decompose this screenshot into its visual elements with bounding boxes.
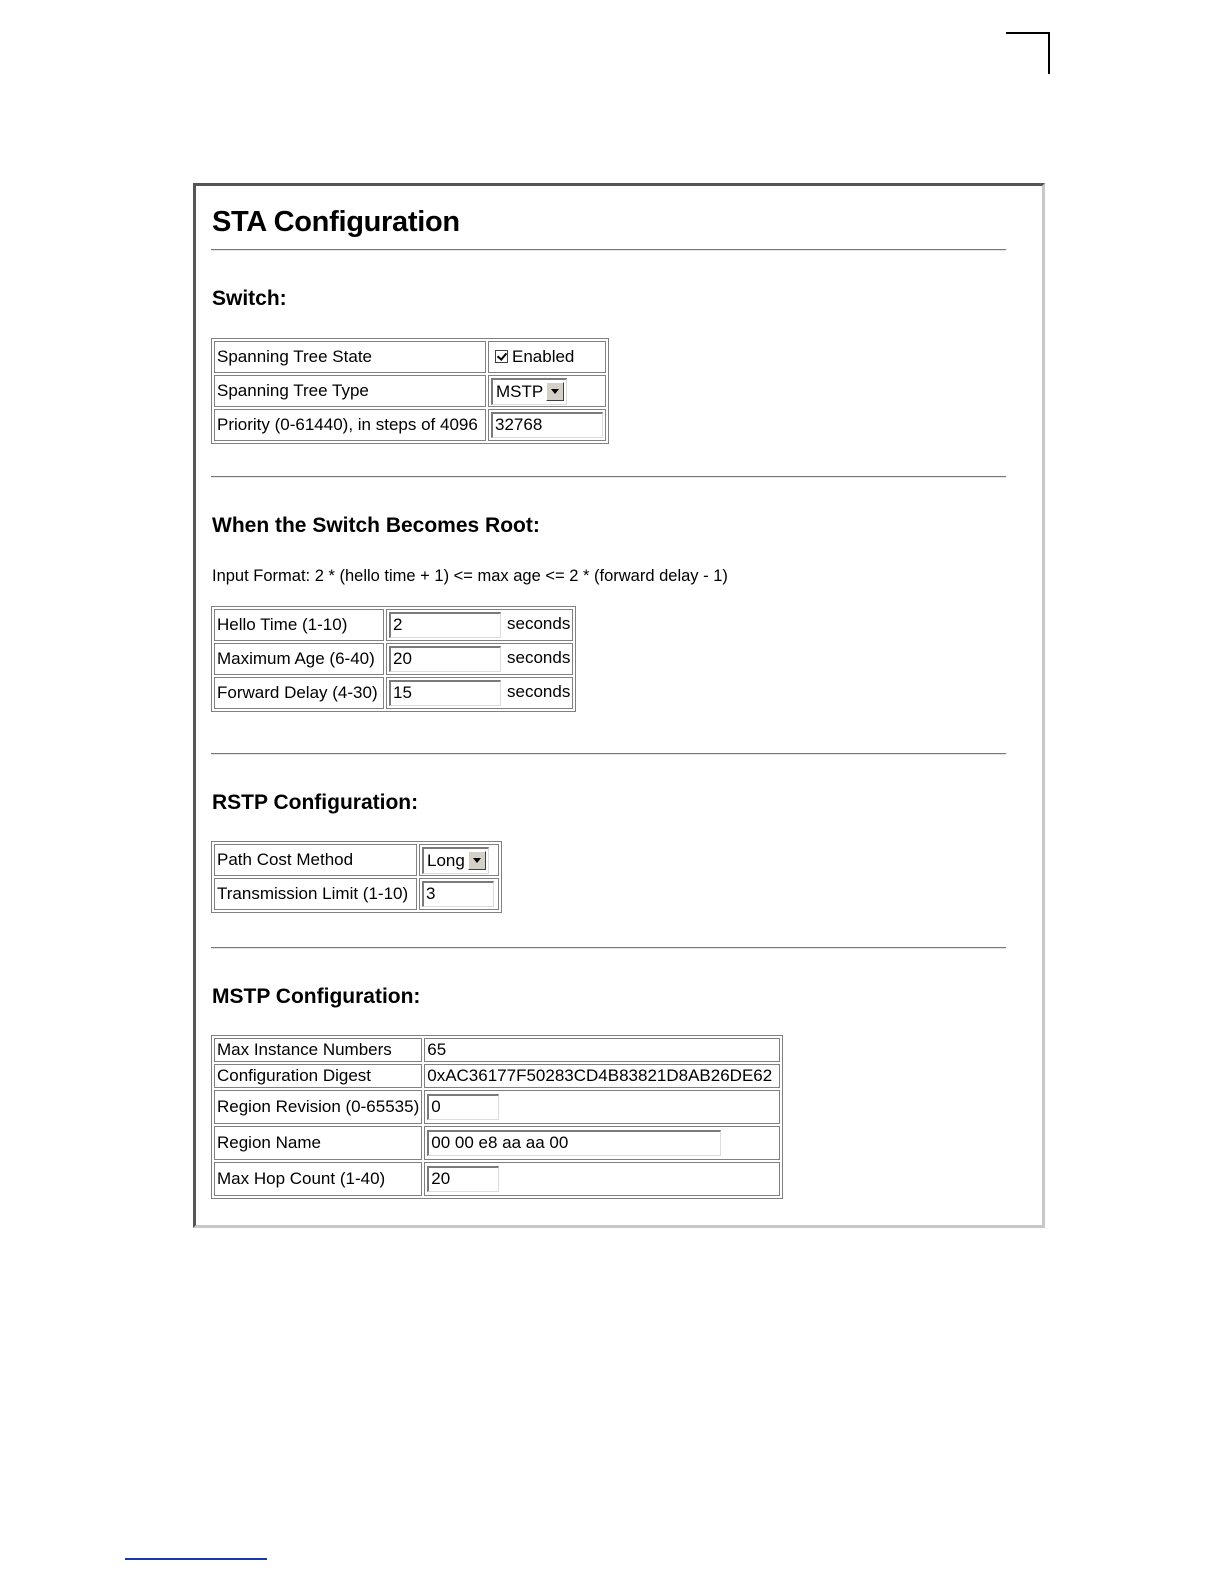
hello-time-cell bbox=[386, 609, 573, 641]
max-instance-value: 65 bbox=[424, 1038, 780, 1062]
table-row bbox=[214, 375, 606, 407]
page-corner-mark-vertical bbox=[1048, 32, 1050, 74]
spanning-tree-type-select[interactable] bbox=[491, 378, 567, 405]
max-hop-count-cell bbox=[424, 1162, 780, 1196]
region-name-cell bbox=[424, 1126, 780, 1160]
max-age-unit: seconds bbox=[507, 648, 571, 668]
divider bbox=[211, 249, 1006, 251]
transmission-limit-label: Transmission Limit (1-10) bbox=[214, 878, 417, 910]
screenshot-frame bbox=[193, 183, 1045, 1228]
chevron-down-icon[interactable] bbox=[468, 851, 486, 870]
max-age-label: Maximum Age (6-40) bbox=[214, 643, 384, 675]
config-digest-label: Configuration Digest bbox=[214, 1064, 422, 1088]
path-cost-method-cell bbox=[419, 844, 499, 876]
divider bbox=[211, 947, 1006, 949]
divider bbox=[211, 476, 1006, 478]
region-revision-cell bbox=[424, 1090, 780, 1124]
spanning-tree-state-label: Spanning Tree State bbox=[214, 341, 486, 373]
enabled-label: Enabled bbox=[512, 347, 575, 366]
table-row bbox=[214, 609, 573, 641]
forward-delay-input[interactable]: 15 bbox=[389, 680, 501, 706]
table-row bbox=[214, 409, 606, 441]
transmission-limit-cell bbox=[419, 878, 499, 910]
switch-heading: Switch: bbox=[212, 287, 287, 310]
max-hop-count-label: Max Hop Count (1-40) bbox=[214, 1162, 422, 1196]
table-row bbox=[214, 341, 606, 373]
max-instance-label: Max Instance Numbers bbox=[214, 1038, 422, 1062]
path-cost-method-label: Path Cost Method bbox=[214, 844, 417, 876]
table-row bbox=[214, 844, 499, 876]
path-cost-method-value: Long bbox=[427, 850, 465, 870]
page-corner-mark-horizontal bbox=[1006, 32, 1050, 34]
spanning-tree-state-cell bbox=[488, 341, 606, 373]
forward-delay-cell bbox=[386, 677, 573, 709]
input-format-note: Input Format: 2 * (hello time + 1) <= max age <= 2 * (forward delay - 1) bbox=[212, 567, 728, 585]
switch-table bbox=[211, 338, 609, 444]
region-revision-label: Region Revision (0-65535) bbox=[214, 1090, 422, 1124]
region-revision-input[interactable]: 0 bbox=[427, 1094, 499, 1120]
priority-label: Priority (0-61440), in steps of 4096 bbox=[214, 409, 486, 441]
priority-input[interactable]: 32768 bbox=[491, 412, 603, 438]
table-row bbox=[214, 643, 573, 675]
rstp-table bbox=[211, 841, 502, 913]
spanning-tree-type-value: MSTP bbox=[496, 381, 544, 401]
footer-rule bbox=[125, 1558, 267, 1560]
page-title: STA Configuration bbox=[212, 206, 460, 238]
table-row bbox=[214, 1162, 780, 1196]
forward-delay-unit: seconds bbox=[507, 682, 571, 702]
priority-cell bbox=[488, 409, 606, 441]
forward-delay-label: Forward Delay (4-30) bbox=[214, 677, 384, 709]
path-cost-method-select[interactable] bbox=[422, 847, 489, 874]
table-row bbox=[214, 677, 573, 709]
hello-time-input[interactable]: 2 bbox=[389, 612, 501, 638]
rstp-heading: RSTP Configuration: bbox=[212, 791, 419, 814]
root-timers-table bbox=[211, 606, 576, 712]
region-name-label: Region Name bbox=[214, 1126, 422, 1160]
table-row bbox=[214, 1126, 780, 1160]
max-age-cell bbox=[386, 643, 573, 675]
max-age-input[interactable]: 20 bbox=[389, 646, 501, 672]
config-digest-value: 0xAC36177F50283CD4B83821D8AB26DE62 bbox=[424, 1064, 780, 1088]
table-row bbox=[214, 1090, 780, 1124]
divider bbox=[211, 753, 1006, 755]
max-hop-count-input[interactable]: 20 bbox=[427, 1166, 499, 1192]
mstp-heading: MSTP Configuration: bbox=[212, 985, 421, 1008]
mstp-table bbox=[211, 1035, 783, 1199]
spanning-tree-state-checkbox[interactable] bbox=[495, 350, 508, 363]
transmission-limit-input[interactable]: 3 bbox=[422, 881, 494, 907]
root-heading: When the Switch Becomes Root: bbox=[212, 514, 540, 537]
table-row bbox=[214, 1064, 780, 1088]
hello-time-unit: seconds bbox=[507, 614, 571, 634]
table-row bbox=[214, 1038, 780, 1062]
table-row bbox=[214, 878, 499, 910]
spanning-tree-type-cell bbox=[488, 375, 606, 407]
hello-time-label: Hello Time (1-10) bbox=[214, 609, 384, 641]
spanning-tree-type-label: Spanning Tree Type bbox=[214, 375, 486, 407]
region-name-input[interactable]: 00 00 e8 aa aa 00 bbox=[427, 1130, 721, 1156]
chevron-down-icon[interactable] bbox=[546, 382, 564, 401]
